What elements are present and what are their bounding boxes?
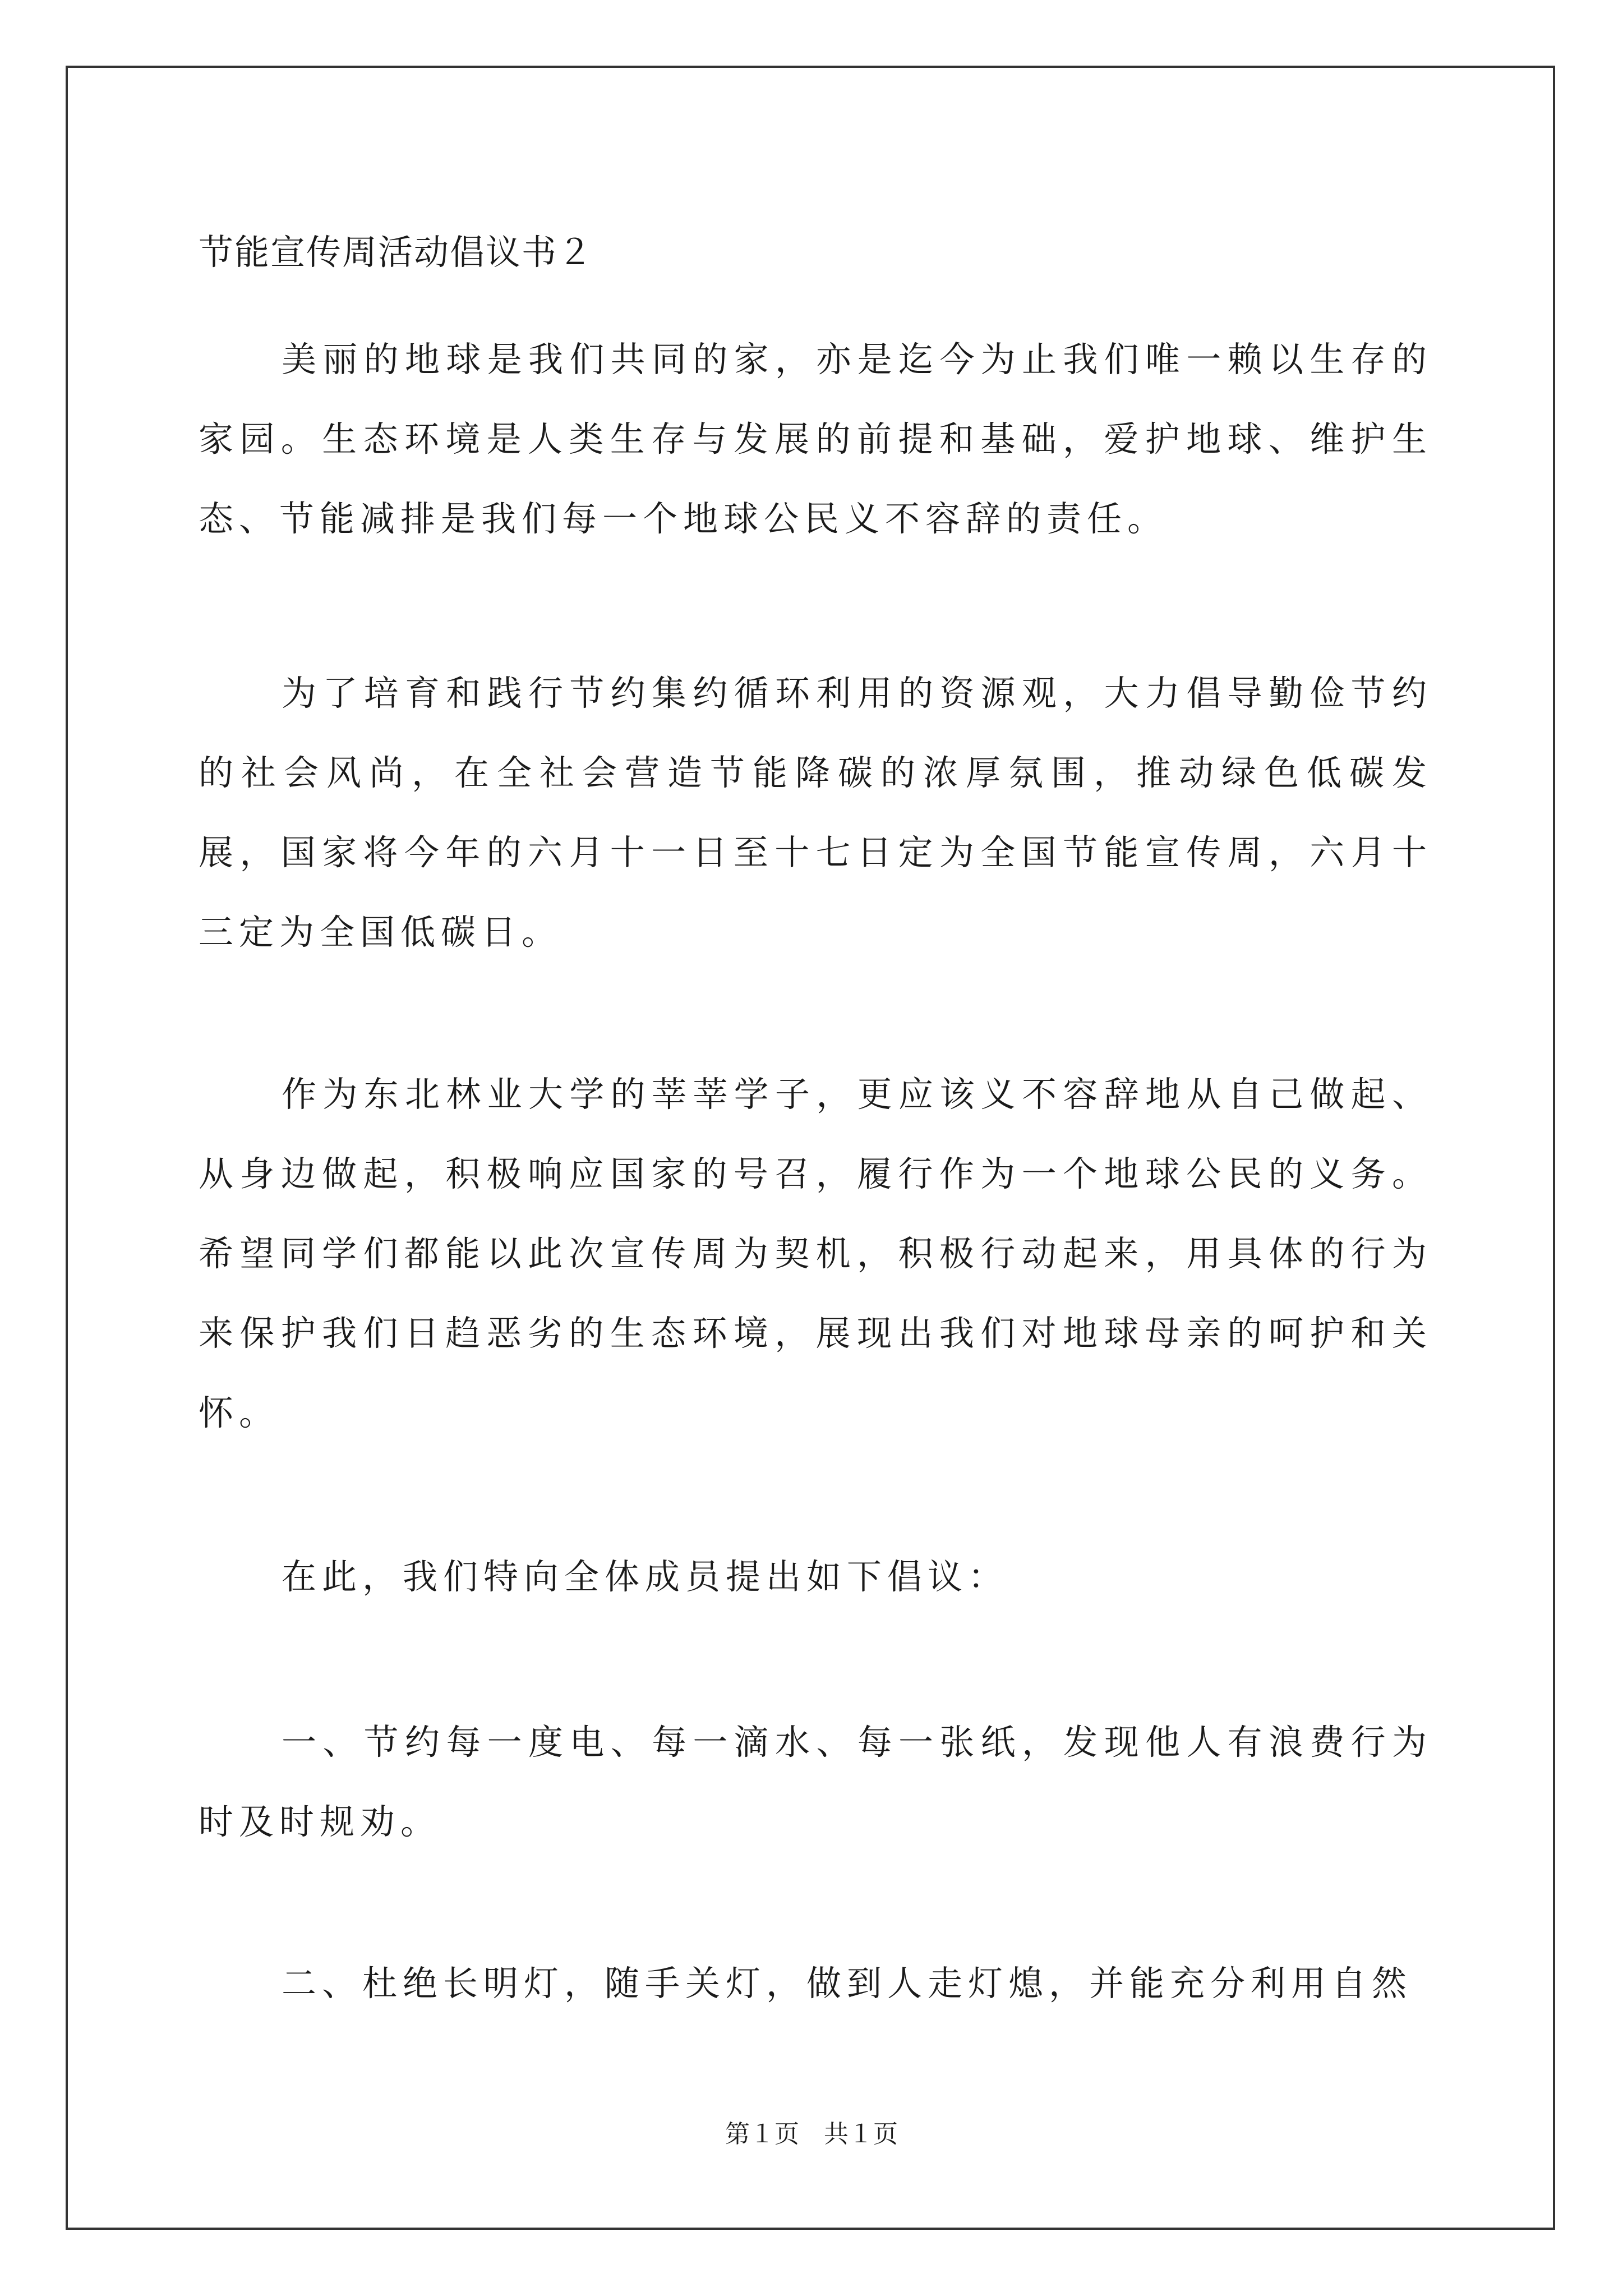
- paragraph-2: 为了培育和践行节约集约循环利用的资源观，大力倡导勤俭节约的社会风尚，在全社会营造节能降碳的浓厚氛围，推动绿色低碳发展，国家将今年的六月十一日至十七日定为全国节能宣传周，六月十三定为全国低碳日。: [199, 673, 1432, 953]
- paragraph-3: 作为东北林业大学的莘莘学子，更应该义不容辞地从自己做起、从身边做起，积极响应国家的号召，履行作为一个地球公民的义务。希望同学们都能以此次宣传周为契机，积极行动起来，用具体的行为来保护我们日趋恶劣的生态环境，展现出我们对地球母亲的呵护和关怀。: [199, 1074, 1432, 1433]
- paragraph-1: 美丽的地球是我们共同的家，亦是迄今为止我们唯一赖以生存的家园。生态环境是人类生存与发展的前提和基础，爱护地球、维护生态、节能减排是我们每一个地球公民义不容辞的责任。: [199, 339, 1432, 539]
- paragraph-4: 在此，我们特向全体成员提出如下倡议：: [282, 1556, 1009, 1597]
- paragraph-6: 二、杜绝长明灯，随手关灯，做到人走灯熄，并能充分利用自然: [282, 1963, 1413, 2004]
- page-footer: 第１页 共１页: [725, 2120, 898, 2148]
- paragraph-5: 一、节约每一度电、每一滴水、每一张纸，发现他人有浪费行为时及时规劝。: [199, 1722, 1432, 1842]
- document-title: 节能宣传周活动倡议书２: [199, 232, 594, 273]
